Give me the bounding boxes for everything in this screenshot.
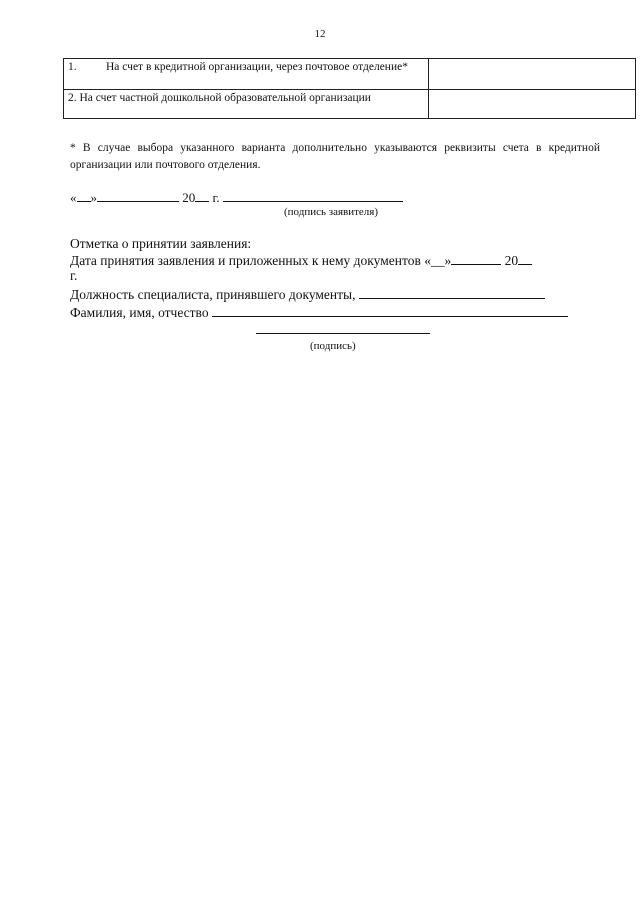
acceptance-year-suffix: г. — [70, 268, 78, 283]
quote-open: « — [70, 190, 77, 205]
year-blank[interactable] — [195, 189, 209, 202]
acceptance-year-prefix: 20 — [504, 253, 519, 268]
year-prefix: 20 — [182, 190, 196, 205]
payment-options-table — [63, 58, 636, 119]
application-date-line — [70, 189, 403, 206]
specialist-signature-blank[interactable] — [256, 333, 430, 334]
table-row — [64, 90, 636, 119]
acceptance-title: Отметка о принятии заявления: — [70, 236, 252, 251]
option-2-mark-cell[interactable] — [428, 90, 635, 119]
name-label: Фамилия, имя, отчество — [70, 305, 209, 320]
table-row — [64, 59, 636, 90]
position-line — [70, 285, 610, 303]
footnote: * В случае выбора указанного варианта дополнительно указываются реквизиты счета в кредитной организации или почтового отделения. — [70, 142, 600, 171]
position-blank[interactable] — [359, 285, 545, 299]
option-1-cell — [64, 59, 429, 90]
acceptance-year-blank[interactable] — [518, 251, 532, 265]
acceptance-month-blank[interactable] — [451, 251, 501, 265]
year-suffix: г. — [212, 190, 220, 205]
applicant-signature-blank[interactable] — [223, 189, 403, 202]
specialist-signature-caption: (подпись) — [310, 340, 356, 352]
month-blank[interactable] — [97, 189, 179, 202]
option-1-number: 1. — [68, 61, 77, 73]
option-1-mark-cell[interactable] — [428, 59, 635, 90]
quote-close: » — [90, 190, 97, 205]
option-2-text: 2. На счет частной дошкольной образовательной организации — [64, 90, 429, 119]
applicant-signature-caption: (подпись заявителя) — [284, 206, 379, 218]
page-number: 12 — [314, 28, 326, 40]
name-line — [70, 303, 610, 321]
acceptance-date-label: Дата принятия заявления и приложенных к нему документов «__» — [70, 253, 452, 268]
position-label: Должность специалиста, принявшего документы, — [70, 287, 356, 302]
day-blank[interactable] — [77, 189, 91, 202]
option-1-text: На счет в кредитной организации, через почтовое отделение* — [106, 61, 408, 73]
name-blank[interactable] — [212, 303, 568, 317]
